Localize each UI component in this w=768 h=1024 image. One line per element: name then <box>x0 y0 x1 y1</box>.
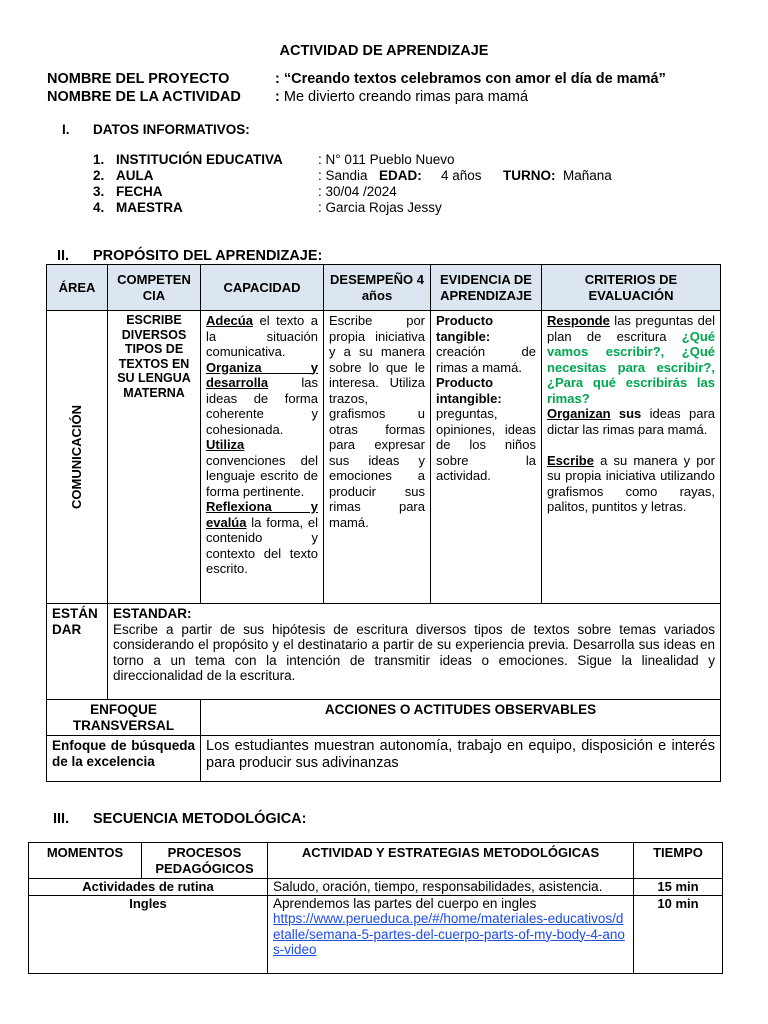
enfoque-header: ENFOQUE TRANSVERSAL <box>47 700 201 736</box>
acciones-header: ACCIONES O ACTITUDES OBSERVABLES <box>201 700 721 736</box>
ingles-actividad: Aprendemos las partes del cuerpo en ingles <box>273 895 537 911</box>
table-row <box>29 879 723 896</box>
turno-label: TURNO: <box>503 168 556 183</box>
project-label: NOMBRE DEL PROYECTO <box>47 71 230 87</box>
evidencia-cell <box>431 311 542 604</box>
header-desempeno: DESEMPEÑO 4 años <box>324 265 431 311</box>
ingles-actividad-cell <box>268 895 634 973</box>
criterio-2-bold: sus <box>610 406 642 421</box>
acciones-cell: Los estudiantes muestran autonomía, trabajo en equipo, disposición e interés para producir sus adivinanzas <box>201 736 721 782</box>
ingles-video-link[interactable]: https://www.perueduca.pe/#/home/materiales-educativos/detalle/semana-5-partes-del-cuerpo-parts-of-my-body-4-anos-video <box>273 911 625 957</box>
section3-number: III. <box>53 811 70 827</box>
item2-label: AULA <box>116 168 154 183</box>
tangible-text: creación de rimas a mamá. <box>436 344 536 375</box>
estandar-title: ESTANDAR: <box>113 606 192 621</box>
capacidad-2-text: las ideas de forma coherente y cohesionada. <box>206 375 318 437</box>
edad-label: EDAD: <box>379 168 422 183</box>
criterios-cell <box>542 311 721 604</box>
table-row <box>29 895 723 973</box>
item2-value: : Sandia <box>318 168 368 183</box>
intangible-text: preguntas, opiniones, ideas de los niños sobre la actividad. <box>436 406 536 483</box>
capacidad-3-title: Utiliza <box>206 437 245 452</box>
intangible-label: Producto intangible: <box>436 375 502 406</box>
capacidad-4-title: Reflexiona y evalúa <box>206 499 318 530</box>
section3-title: SECUENCIA METODOLÓGICA: <box>93 811 307 827</box>
purpose-table <box>46 264 721 782</box>
rutina-momento: Actividades de rutina <box>29 879 268 896</box>
criterio-2-title: Organizan <box>547 406 611 421</box>
estandar-text: Escribe a partir de sus hipótesis de escritura diversos tipos de textos sobre temas variados considerando el propósito y el destinatario a partir de su experiencia previa. Desarrolla sus ideas en torno a un tema con la intención de transmitir ideas o emociones. Sigue la linealidad y direccionalidad de la escritura. <box>113 621 715 683</box>
criterio-1-questions: ¿Qué vamos escribir?, ¿Qué necesitas para escribir?, ¿Para qué escribirás las rimas? <box>547 328 715 406</box>
ingles-momento: Ingles <box>29 895 268 973</box>
header-evidencia: EVIDENCIA DE APRENDIZAJE <box>431 265 542 311</box>
project-value: : “Creando textos celebramos con amor el día de mamá” <box>275 71 666 87</box>
document-title: ACTIVIDAD DE APRENDIZAJE <box>279 43 489 59</box>
header-area: ÁREA <box>47 265 108 311</box>
header-momentos: MOMENTOS <box>29 843 142 879</box>
tangible-label: Producto tangible: <box>436 313 494 344</box>
section2-number: II. <box>57 248 70 264</box>
estandar-label-cell: ESTÁNDAR <box>47 604 108 700</box>
capacidad-1-text: el texto a la situación comunicativa. <box>206 313 318 359</box>
item4-number: 4. <box>93 200 105 215</box>
rutina-tiempo: 15 min <box>634 879 723 896</box>
criterio-1-text: las preguntas del plan de escritura <box>547 313 715 344</box>
item2-number: 2. <box>93 168 105 183</box>
item3-number: 3. <box>93 184 105 199</box>
desempeno-cell: Escribe por propia iniciativa y a su manera sobre lo que le interesa. Utiliza trazos, grafismos u otras formas para expresar sus ideas y emociones a producir sus rimas para mamá. <box>324 311 431 604</box>
edad-value: 4 años <box>441 168 482 183</box>
activity-value: Me divierto creando rimas para mamá <box>283 89 529 105</box>
capacidad-1-title: Adecúa <box>206 313 253 328</box>
header-procesos: PROCESOS PEDAGÓGICOS <box>142 843 268 879</box>
area-text: COMUNICACIÓN <box>69 405 85 509</box>
criterio-3-title: Escribe <box>547 452 594 468</box>
header-criterios: CRITERIOS DE EVALUACIÓN <box>542 265 721 311</box>
header-actividad: ACTIVIDAD Y ESTRATEGIAS METODOLÓGICAS <box>268 843 634 879</box>
header-competencia: COMPETEN CIA <box>108 265 201 311</box>
area-cell <box>47 311 108 604</box>
estandar-cell <box>108 604 721 700</box>
activity-label: NOMBRE DE LA ACTIVIDAD <box>47 89 241 105</box>
section2-title: PROPÓSITO DEL APRENDIZAJE: <box>93 248 323 264</box>
criterio-2-text: ideas para dictar las rimas para mamá. <box>547 406 716 437</box>
section1-title: DATOS INFORMATIVOS: <box>93 122 250 137</box>
turno-value: Mañana <box>563 168 612 183</box>
criterio-3-text: a su manera y por su propia iniciativa utilizando grafismos como rayas, palitos, puntitos y letras. <box>547 452 715 514</box>
item3-value: : 30/04 /2024 <box>318 184 397 199</box>
item1-number: 1. <box>93 152 105 167</box>
ingles-tiempo: 10 min <box>634 895 723 973</box>
capacidad-3-text: convenciones del lenguaje escrito de forma pertinente. <box>206 452 318 499</box>
activity-colon: : <box>275 89 284 105</box>
enfoque-cell: Enfoque de búsqueda de la excelencia <box>47 736 201 782</box>
item1-value: : N° 011 Pueblo Nuevo <box>318 152 455 167</box>
section1-number: I. <box>62 122 70 137</box>
item4-label: MAESTRA <box>116 200 183 215</box>
sequence-table <box>28 842 723 974</box>
header-tiempo: TIEMPO <box>634 843 723 879</box>
rutina-actividad: Saludo, oración, tiempo, responsabilidades, asistencia. <box>268 879 634 896</box>
item1-label: INSTITUCIÓN EDUCATIVA <box>116 152 283 167</box>
capacidad-2-title: Organiza y desarrolla <box>206 359 318 390</box>
capacidad-cell <box>201 311 324 604</box>
competencia-cell: ESCRIBE DIVERSOS TIPOS DE TEXTOS EN SU LENGUA MATERNA <box>108 311 201 604</box>
header-capacidad: CAPACIDAD <box>201 265 324 311</box>
item4-value: : Garcia Rojas Jessy <box>318 200 442 215</box>
criterio-1-title: Responde <box>547 313 610 328</box>
capacidad-4-text: la forma, el contenido y contexto del texto escrito. <box>206 514 318 576</box>
item3-label: FECHA <box>116 184 163 199</box>
